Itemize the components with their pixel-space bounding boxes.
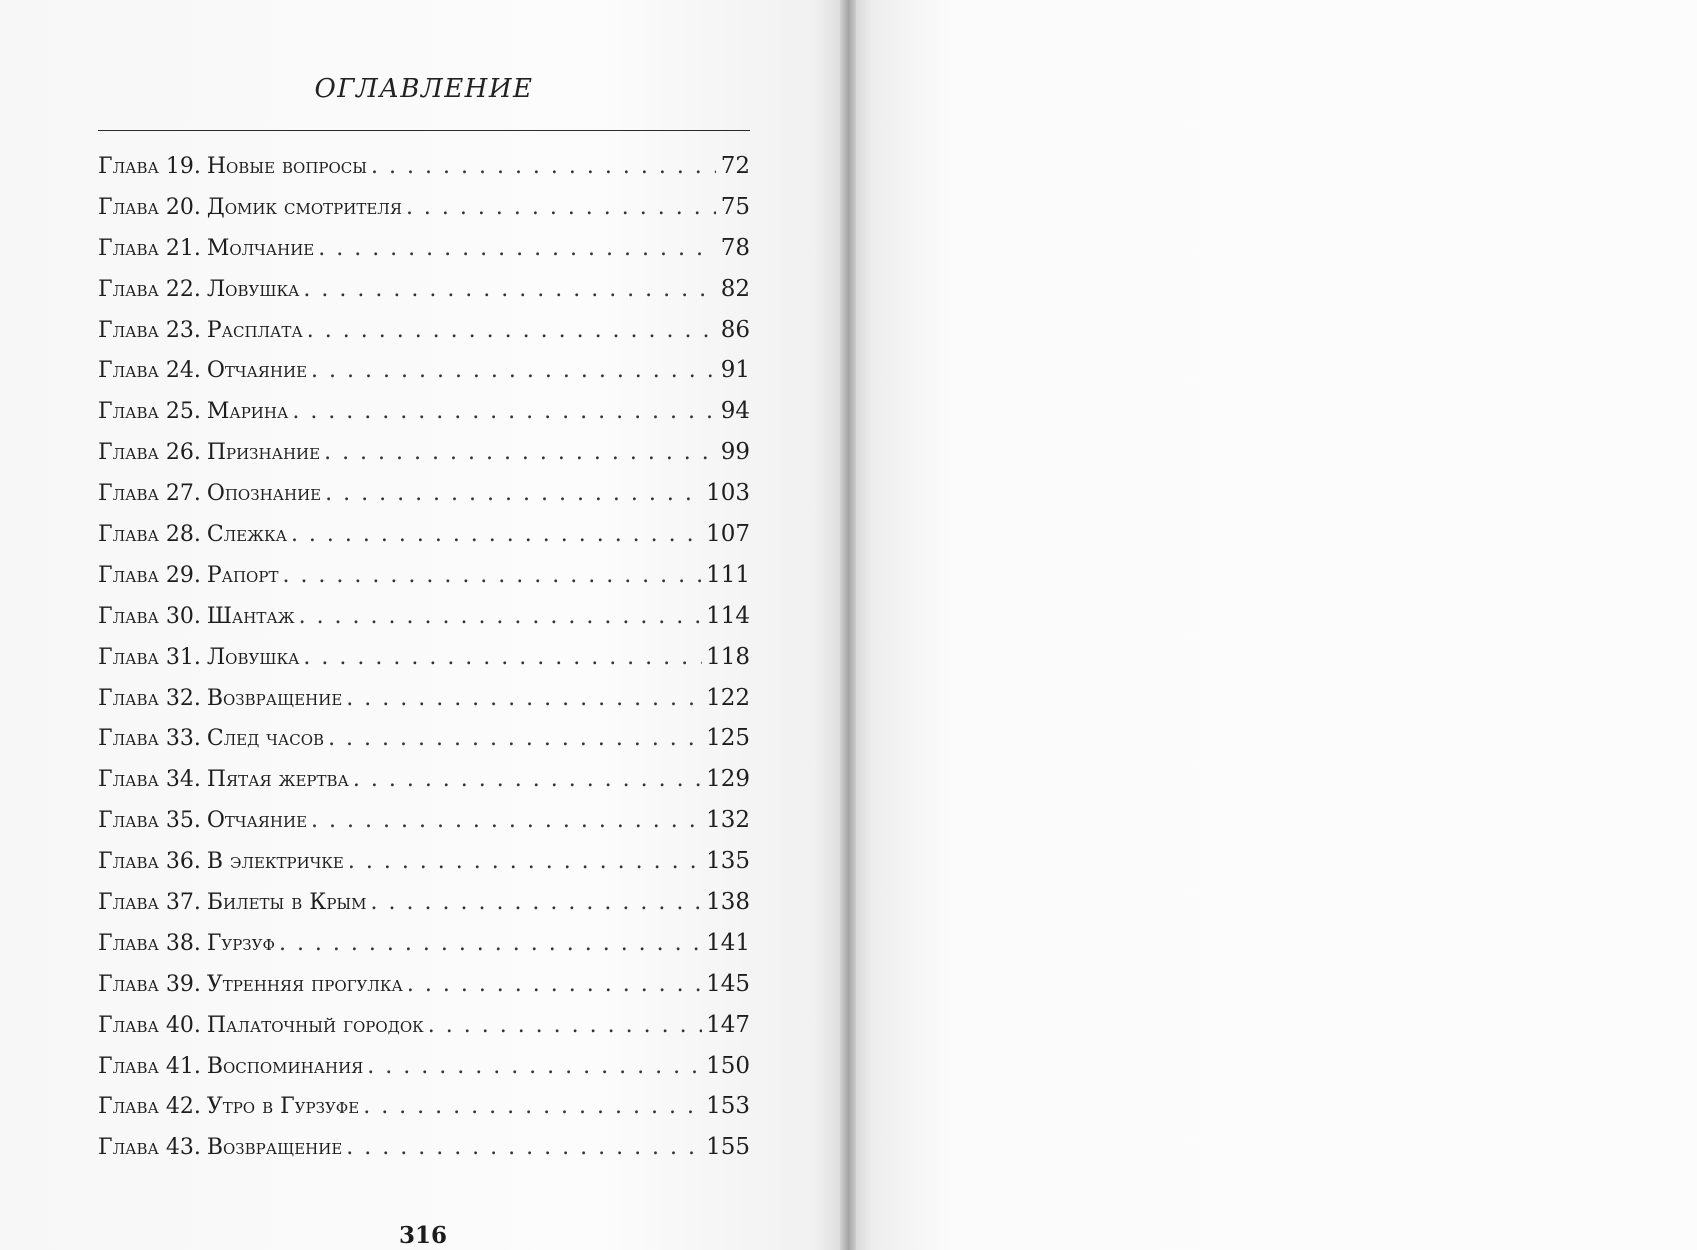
dot-leader bbox=[311, 801, 702, 842]
chapter-title: Утро в Гурзуфе bbox=[206, 1094, 360, 1120]
toc-entry bbox=[98, 391, 750, 432]
chapter-label: Глава 40. bbox=[98, 1012, 201, 1038]
chapter-label: Глава 22. bbox=[98, 276, 201, 302]
chapter-label: Глава 37. bbox=[98, 890, 201, 916]
dot-leader bbox=[318, 229, 716, 270]
dot-leader bbox=[371, 883, 703, 924]
chapter-label: Глава 20. bbox=[98, 194, 201, 220]
chapter-page-number: 78 bbox=[720, 234, 750, 261]
toc-entry bbox=[98, 310, 750, 351]
toc-entry bbox=[98, 596, 750, 637]
dot-leader bbox=[279, 924, 702, 965]
dot-leader bbox=[292, 392, 716, 433]
chapter-page-number: 147 bbox=[706, 1011, 750, 1038]
toc-entry bbox=[98, 228, 750, 269]
chapter-title: Воспоминания bbox=[206, 1053, 364, 1079]
dot-leader bbox=[353, 760, 702, 801]
dot-leader bbox=[325, 474, 702, 515]
chapter-label: Глава 38. bbox=[98, 930, 201, 956]
chapter-label: Глава 32. bbox=[98, 685, 201, 711]
right-page bbox=[848, 0, 1697, 1250]
chapter-title: Пятая жертва bbox=[206, 767, 349, 793]
toc-entry bbox=[98, 678, 750, 719]
chapter-page-number: 122 bbox=[706, 684, 750, 711]
chapter-title: След часов bbox=[206, 726, 325, 752]
chapter-label: Глава 35. bbox=[98, 808, 201, 834]
toc-entry bbox=[98, 800, 750, 841]
toc-entry bbox=[98, 759, 750, 800]
dot-leader bbox=[328, 719, 702, 760]
dot-leader bbox=[406, 188, 716, 229]
toc-entry bbox=[98, 637, 750, 678]
chapter-title: Утренняя прогулка bbox=[206, 971, 403, 997]
chapter-label: Глава 25. bbox=[98, 399, 201, 425]
chapter-page-number: 103 bbox=[706, 480, 750, 507]
toc-entry bbox=[98, 432, 750, 473]
chapter-label: Глава 34. bbox=[98, 767, 201, 793]
chapter-page-number: 91 bbox=[720, 357, 750, 384]
toc-entry bbox=[98, 1127, 750, 1168]
chapter-label: Глава 33. bbox=[98, 726, 201, 752]
toc-entry bbox=[98, 1005, 750, 1046]
chapter-label: Глава 28. bbox=[98, 522, 201, 548]
chapter-page-number: 86 bbox=[720, 316, 750, 343]
dot-leader bbox=[303, 638, 702, 679]
chapter-title: Возвращение bbox=[206, 685, 343, 711]
chapter-title: Новые вопросы bbox=[206, 154, 368, 179]
chapter-title: Признание bbox=[206, 440, 321, 466]
dot-leader bbox=[407, 965, 702, 1006]
chapter-page-number: 107 bbox=[706, 521, 750, 548]
chapter-title: Шантаж bbox=[206, 603, 295, 629]
toc-entry bbox=[98, 514, 750, 555]
toc-entry bbox=[98, 923, 750, 964]
toc-entry bbox=[98, 269, 750, 310]
chapter-title: Билеты в Крым bbox=[206, 890, 367, 916]
chapter-label: Глава 29. bbox=[98, 562, 201, 588]
toc-entry bbox=[98, 146, 750, 187]
dot-leader bbox=[291, 515, 702, 556]
dot-leader bbox=[303, 270, 716, 311]
toc-entry bbox=[98, 1086, 750, 1127]
chapter-label: Глава 42. bbox=[98, 1094, 201, 1120]
chapter-title: Отчаяние bbox=[206, 808, 308, 834]
toc-entry bbox=[98, 1046, 750, 1087]
chapter-title: Марина bbox=[206, 399, 289, 425]
chapter-title: Рапорт bbox=[206, 562, 279, 588]
chapter-page-number: 132 bbox=[706, 807, 750, 834]
dot-leader bbox=[348, 842, 702, 883]
toc-entry bbox=[98, 882, 750, 923]
chapter-label: Глава 23. bbox=[98, 317, 201, 343]
chapter-page-number: 94 bbox=[720, 398, 750, 425]
toc-entry bbox=[98, 555, 750, 596]
running-head: ОГЛАВЛЕНИЕ bbox=[314, 74, 534, 104]
dot-leader bbox=[371, 147, 716, 188]
chapter-title: Отчаяние bbox=[206, 358, 308, 384]
dot-leader bbox=[346, 679, 702, 720]
chapter-title: Молчание bbox=[206, 235, 315, 261]
dot-leader bbox=[307, 311, 716, 352]
chapter-label: Глава 41. bbox=[98, 1053, 201, 1079]
toc-list-left bbox=[98, 146, 750, 1168]
dot-leader bbox=[363, 1087, 702, 1128]
toc-entry bbox=[98, 964, 750, 1005]
dot-leader bbox=[367, 1047, 702, 1088]
chapter-page-number: 155 bbox=[706, 1134, 750, 1161]
dot-leader bbox=[282, 556, 702, 597]
chapter-page-number: 72 bbox=[720, 153, 750, 179]
chapter-title: Слежка bbox=[206, 522, 287, 548]
chapter-title: Домик смотрителя bbox=[206, 194, 402, 220]
chapter-label: Глава 39. bbox=[98, 971, 201, 997]
chapter-page-number: 129 bbox=[706, 766, 750, 793]
toc-entry bbox=[98, 350, 750, 391]
chapter-page-number: 125 bbox=[706, 725, 750, 752]
chapter-label: Глава 43. bbox=[98, 1135, 201, 1161]
chapter-label: Глава 21. bbox=[98, 235, 201, 261]
chapter-label: Глава 36. bbox=[98, 849, 201, 875]
chapter-label: Глава 30. bbox=[98, 603, 201, 629]
chapter-title: Ловушка bbox=[206, 276, 300, 302]
chapter-page-number: 138 bbox=[706, 889, 750, 916]
toc-entry bbox=[98, 187, 750, 228]
chapter-label: Глава 19. bbox=[98, 154, 201, 179]
dot-leader bbox=[299, 597, 703, 638]
dot-leader bbox=[324, 433, 716, 474]
chapter-page-number: 153 bbox=[706, 1093, 750, 1120]
chapter-label: Глава 27. bbox=[98, 481, 201, 507]
chapter-page-number: 145 bbox=[706, 970, 750, 997]
chapter-label: Глава 26. bbox=[98, 440, 201, 466]
toc-entry bbox=[98, 473, 750, 514]
chapter-title: В электричке bbox=[206, 849, 344, 875]
toc-entry bbox=[98, 841, 750, 882]
chapter-title: Расплата bbox=[206, 317, 303, 343]
left-page bbox=[0, 0, 848, 1250]
toc-entry bbox=[98, 718, 750, 759]
chapter-page-number: 141 bbox=[706, 929, 750, 956]
chapter-page-number: 150 bbox=[706, 1052, 750, 1079]
chapter-page-number: 82 bbox=[720, 275, 750, 302]
chapter-title: Палаточный городок bbox=[206, 1012, 424, 1038]
chapter-page-number: 99 bbox=[720, 439, 750, 466]
chapter-label: Глава 31. bbox=[98, 644, 201, 670]
book-gutter bbox=[840, 0, 856, 1250]
chapter-page-number: 75 bbox=[720, 193, 750, 220]
chapter-page-number: 111 bbox=[706, 561, 750, 588]
dot-leader bbox=[311, 351, 716, 392]
chapter-title: Опознание bbox=[206, 481, 322, 507]
chapter-title: Ловушка bbox=[206, 644, 300, 670]
chapter-title: Возвращение bbox=[206, 1135, 343, 1161]
chapter-page-number: 118 bbox=[706, 643, 750, 670]
chapter-page-number: 114 bbox=[706, 602, 750, 629]
header-rule bbox=[98, 130, 750, 131]
chapter-title: Гурзуф bbox=[206, 930, 275, 956]
page-number: 316 bbox=[398, 1222, 447, 1249]
dot-leader bbox=[346, 1128, 702, 1169]
dot-leader bbox=[428, 1006, 702, 1047]
chapter-page-number: 135 bbox=[706, 848, 750, 875]
chapter-label: Глава 24. bbox=[98, 358, 201, 384]
